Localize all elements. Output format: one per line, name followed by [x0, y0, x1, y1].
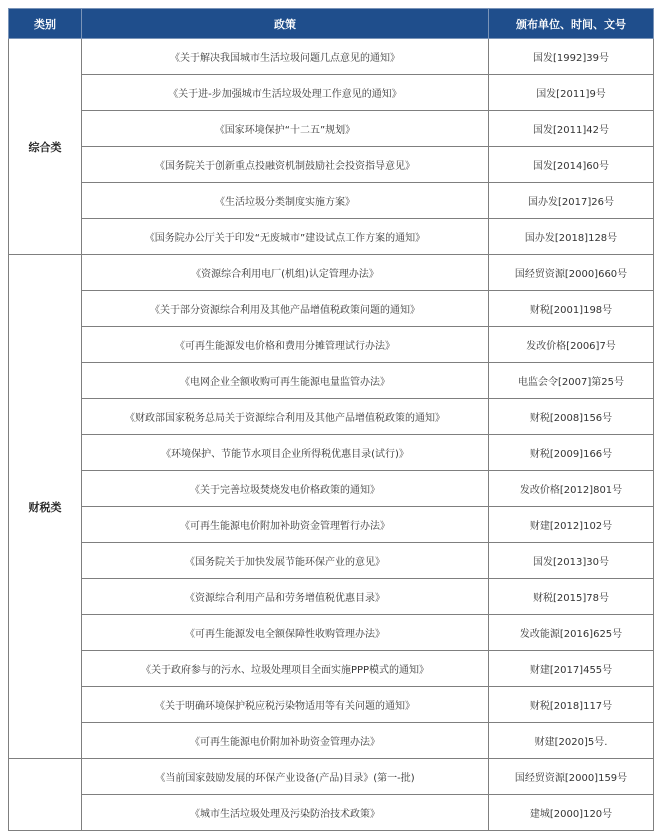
- table-row: [9, 471, 654, 507]
- issuer-cell: 国经贸资源[2000]159号: [489, 759, 654, 795]
- table-row: [9, 39, 654, 75]
- policy-cell: 《关于明确环境保护税应税污染物适用等有关问题的通知》: [82, 687, 489, 723]
- policy-cell: 《资源综合利用电厂(机组)认定管理办法》: [82, 255, 489, 291]
- policy-cell: 《国家环境保护“十二五”规划》: [82, 111, 489, 147]
- policy-cell: 《国务院关于创新重点投融资机制鼓励社会投资指导意见》: [82, 147, 489, 183]
- policy-table-container: [8, 8, 653, 831]
- table-row: [9, 615, 654, 651]
- table-row: [9, 507, 654, 543]
- issuer-cell: 国发[1992]39号: [489, 39, 654, 75]
- table-body: [9, 39, 654, 831]
- table-row: [9, 399, 654, 435]
- policy-cell: 《关于解决我国城市生活垃圾问题几点意见的通知》: [82, 39, 489, 75]
- policy-cell: 《关于部分资源综合利用及其他产品增值税政策问题的通知》: [82, 291, 489, 327]
- category-cell: 财税类: [9, 255, 82, 759]
- issuer-cell: 国经贸资源[2000]660号: [489, 255, 654, 291]
- table-row: [9, 651, 654, 687]
- policy-cell: 《国务院关于加快发展节能环保产业的意见》: [82, 543, 489, 579]
- header-policy: 政策: [82, 9, 489, 39]
- table-row: [9, 687, 654, 723]
- policy-cell: 《财政部国家税务总局关于资源综合利用及其他产品增值税政策的通知》: [82, 399, 489, 435]
- policy-cell: 《关于进-步加强城市生活垃圾处理工作意见的通知》: [82, 75, 489, 111]
- issuer-cell: 财税[2018]117号: [489, 687, 654, 723]
- policy-cell: 《电网企业全额收购可再生能源电量监管办法》: [82, 363, 489, 399]
- issuer-cell: 国办发[2018]128号: [489, 219, 654, 255]
- issuer-cell: 电监会令[2007]第25号: [489, 363, 654, 399]
- table-row: [9, 111, 654, 147]
- policy-cell: 《环境保护、节能节水项目企业所得税优惠目录(试行)》: [82, 435, 489, 471]
- category-cell: 综合类: [9, 39, 82, 255]
- issuer-cell: 发改价格[2012]801号: [489, 471, 654, 507]
- category-cell: [9, 759, 82, 831]
- issuer-cell: 财建[2020]5号.: [489, 723, 654, 759]
- policy-cell: 《可再生能源电价附加补助资金管理办法》: [82, 723, 489, 759]
- table-row: [9, 759, 654, 795]
- policy-cell: 《当前国家鼓励发展的环保产业设备(产品)目录》(第一-批): [82, 759, 489, 795]
- policy-cell: 《城市生活垃圾处理及污染防治技术政策》: [82, 795, 489, 831]
- table-row: [9, 543, 654, 579]
- policy-cell: 《生活垃圾分类制度实施方案》: [82, 183, 489, 219]
- table-row: [9, 327, 654, 363]
- issuer-cell: 国发[2014]60号: [489, 147, 654, 183]
- policy-cell: 《可再生能源发电价格和费用分摊管理试行办法》: [82, 327, 489, 363]
- table-row: [9, 255, 654, 291]
- header-issuer: 颁布单位、时间、文号: [489, 9, 654, 39]
- header-row: [9, 9, 654, 39]
- table-row: [9, 219, 654, 255]
- issuer-cell: 财税[2015]78号: [489, 579, 654, 615]
- table-row: [9, 795, 654, 831]
- policy-table: [8, 8, 654, 831]
- issuer-cell: 国发[2013]30号: [489, 543, 654, 579]
- issuer-cell: 发改能源[2016]625号: [489, 615, 654, 651]
- table-row: [9, 147, 654, 183]
- issuer-cell: 发改价格[2006]7号: [489, 327, 654, 363]
- table-row: [9, 183, 654, 219]
- issuer-cell: 国发[2011]9号: [489, 75, 654, 111]
- policy-cell: 《可再生能源电价附加补助资金管理暂行办法》: [82, 507, 489, 543]
- policy-cell: 《关于完善垃圾焚烧发电价格政策的通知》: [82, 471, 489, 507]
- issuer-cell: 财税[2009]166号: [489, 435, 654, 471]
- header-category: 类别: [9, 9, 82, 39]
- issuer-cell: 财建[2017]455号: [489, 651, 654, 687]
- issuer-cell: 国办发[2017]26号: [489, 183, 654, 219]
- policy-cell: 《国务院办公厅关于印发“无废城市”建设试点工作方案的通知》: [82, 219, 489, 255]
- issuer-cell: 财税[2001]198号: [489, 291, 654, 327]
- table-row: [9, 579, 654, 615]
- table-row: [9, 723, 654, 759]
- policy-cell: 《可再生能源发电全额保障性收购管理办法》: [82, 615, 489, 651]
- table-row: [9, 75, 654, 111]
- table-row: [9, 291, 654, 327]
- policy-cell: 《资源综合利用产品和劳务增值税优惠目录》: [82, 579, 489, 615]
- policy-cell: 《关于政府参与的污水、垃圾处理项目全面实施PPP模式的通知》: [82, 651, 489, 687]
- issuer-cell: 财税[2008]156号: [489, 399, 654, 435]
- issuer-cell: 财建[2012]102号: [489, 507, 654, 543]
- table-row: [9, 435, 654, 471]
- issuer-cell: 国发[2011]42号: [489, 111, 654, 147]
- issuer-cell: 建城[2000]120号: [489, 795, 654, 831]
- table-row: [9, 363, 654, 399]
